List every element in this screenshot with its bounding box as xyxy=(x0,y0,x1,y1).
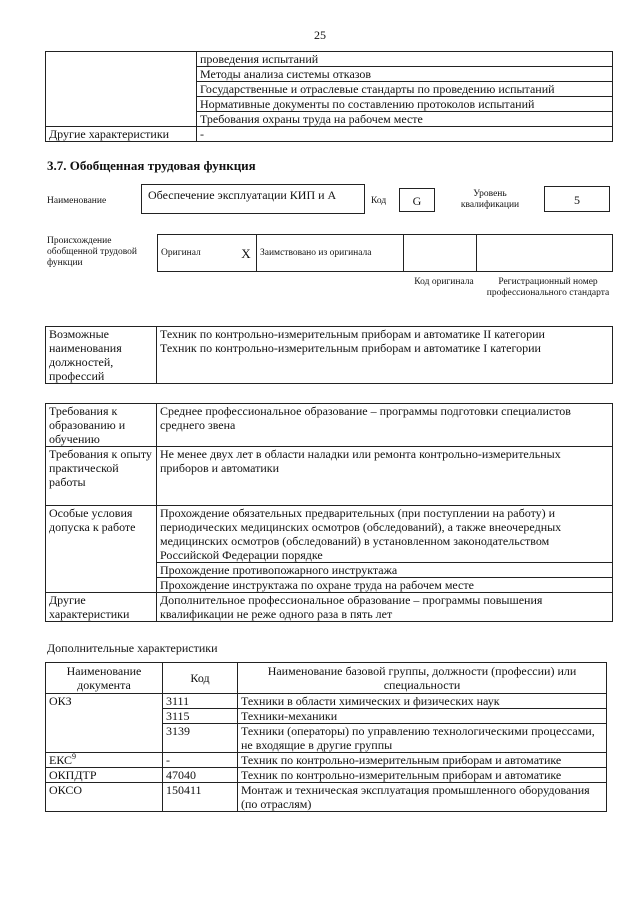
code-cell: - xyxy=(163,753,238,768)
admission-value: Прохождение обязательных предварительных (при поступлении на работу) и периодических медицинских осмотров (обследований), а также внеочередных медицинских осмотров (обследований) в установленном законодательством Российской Федерации порядке xyxy=(157,506,613,563)
original-mark: X xyxy=(236,235,257,272)
code-cell: 3139 xyxy=(163,724,238,753)
table-cell: проведения испытаний xyxy=(197,52,613,67)
table-row xyxy=(46,67,613,82)
table-cell: Государственные и отраслевые стандарты по проведению испытаний xyxy=(197,82,613,97)
table-row xyxy=(46,506,613,563)
table-row xyxy=(46,447,613,506)
name-cell: Техники в области химических и физических наук xyxy=(238,694,607,709)
admission-value: Прохождение противопожарного инструктажа xyxy=(157,563,613,578)
requirements-table xyxy=(45,403,613,622)
name-cell: Техники-механики xyxy=(238,709,607,724)
section-title: 3.7. Обобщенная трудовая функция xyxy=(47,158,256,173)
education-value: Среднее профессиональное образование – программы подготовки специалистов среднего звена xyxy=(157,404,613,447)
name-cell: Техник по контрольно-измерительным приборам и автоматике xyxy=(238,768,607,783)
code-label: Код xyxy=(371,196,387,206)
table-row xyxy=(46,127,613,142)
other-value: Дополнительное профессиональное образование – программы повышения квалификации не реже одного раза в пять лет xyxy=(157,593,613,622)
level-label: Уровень квалификации xyxy=(460,189,520,210)
row-label: Другие характеристики xyxy=(46,127,197,142)
table-row xyxy=(46,404,613,447)
experience-label: Требования к опыту практической работы xyxy=(46,447,157,506)
code-cell: 3115 xyxy=(163,709,238,724)
name-cell: Техник по контрольно-измерительным приборам и автоматике xyxy=(238,753,607,768)
borrowed-label: Заимствовано из оригинала xyxy=(257,235,404,272)
header-name: Наименование базовой группы, должности (профессии) или специальности xyxy=(238,663,607,694)
header-doc: Наименование документа xyxy=(46,663,163,694)
origin-table xyxy=(157,234,613,272)
original-label: Оригинал xyxy=(158,235,237,272)
education-label: Требования к образованию и обучению xyxy=(46,404,157,447)
table-row xyxy=(46,753,607,768)
table-row xyxy=(46,694,607,709)
doc-cell: ОКЗ xyxy=(46,694,163,753)
table-cell: Нормативные документы по составлению протоколов испытаний xyxy=(197,97,613,112)
name-cell: Техники (операторы) по управлению технологическими процессами, не входящие в другие группы xyxy=(238,724,607,753)
reg-number-caption: Регистрационный номер профессионального стандарта xyxy=(486,277,610,298)
positions-label: Возможные наименования должностей, профессий xyxy=(46,327,157,384)
position-item: Техник по контрольно-измерительным приборам и автоматике II категории xyxy=(160,327,545,341)
page-number: 25 xyxy=(314,28,326,42)
header-code: Код xyxy=(163,663,238,694)
code-box: G xyxy=(399,188,435,212)
origin-label: Происхождение обобщенной трудовой функции xyxy=(47,236,137,268)
table-header-row xyxy=(46,663,607,694)
additional-table xyxy=(45,662,607,812)
code-cell: 47040 xyxy=(163,768,238,783)
reg-number-cell xyxy=(477,235,613,272)
doc-cell: ОКПДТР xyxy=(46,768,163,783)
table-row xyxy=(46,783,607,812)
admission-label: Особые условия допуска к работе xyxy=(46,506,157,593)
doc-cell: ОКСО xyxy=(46,783,163,812)
other-label: Другие характеристики xyxy=(46,593,157,622)
table-row xyxy=(46,97,613,112)
name-cell: Монтаж и техническая эксплуатация промышленного оборудования (по отраслям) xyxy=(238,783,607,812)
table-row xyxy=(46,52,613,67)
admission-value: Прохождение инструктажа по охране труда на рабочем месте xyxy=(157,578,613,593)
table-row xyxy=(46,768,607,783)
name-label: Наименование xyxy=(47,196,107,206)
table-cell: Методы анализа системы отказов xyxy=(197,67,613,82)
table-cell: Требования охраны труда на рабочем месте xyxy=(197,112,613,127)
knowledge-table xyxy=(45,51,613,142)
additional-title: Дополнительные характеристики xyxy=(47,641,218,655)
table-row xyxy=(46,82,613,97)
level-box: 5 xyxy=(544,186,610,212)
experience-value: Не менее двух лет в области наладки или ремонта контрольно-измерительных приборов и автоматики xyxy=(157,447,613,506)
position-item: Техник по контрольно-измерительным приборам и автоматике I категории xyxy=(160,341,541,355)
code-original-cell xyxy=(404,235,477,272)
table-cell: - xyxy=(197,127,613,142)
table-row xyxy=(46,112,613,127)
function-name-box: Обеспечение эксплуатации КИП и А xyxy=(141,184,365,214)
table-row xyxy=(46,593,613,622)
code-cell: 3111 xyxy=(163,694,238,709)
footnote-mark: 9 xyxy=(72,752,77,761)
positions-table xyxy=(45,326,613,384)
code-original-caption: Код оригинала xyxy=(414,277,474,287)
code-cell: 150411 xyxy=(163,783,238,812)
doc-cell: ЕКС$^9$ xyxy=(46,753,163,768)
